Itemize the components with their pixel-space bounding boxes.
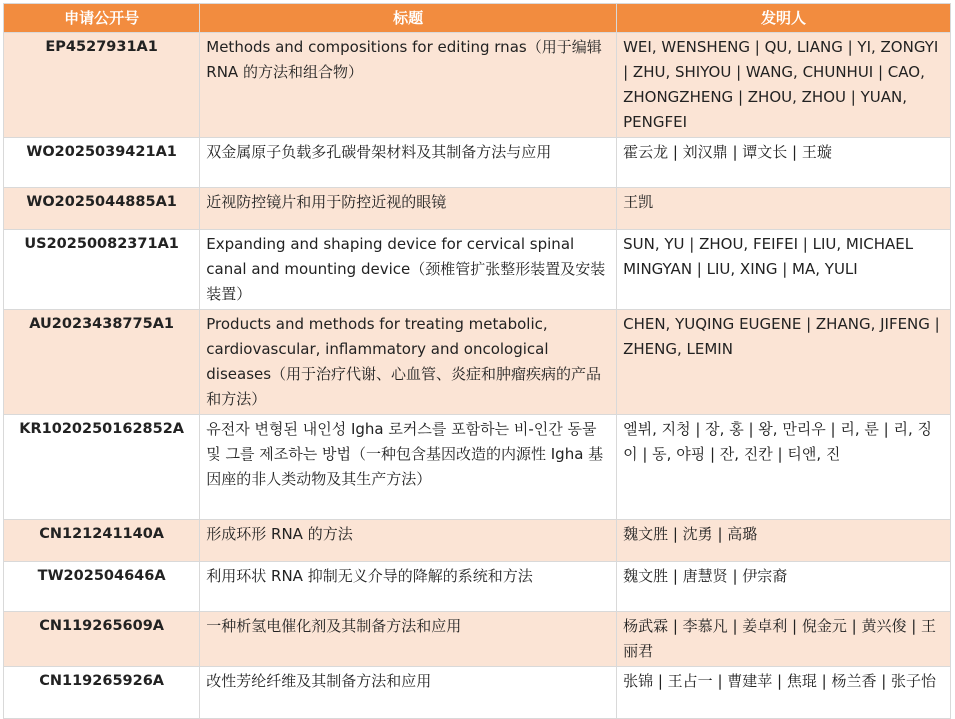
- publication-number: CN119265609A: [4, 612, 200, 667]
- patent-title-text: 유전자 변형된 내인성 Igha 로커스를 포함하는 비-인간 동물 및 그를 제조하는 방법（一种包含基因改造的内源性 Igha 基因座的非人类动物及其生产方法）: [206, 420, 604, 488]
- patent-title: [200, 520, 617, 562]
- table-row: [4, 230, 951, 310]
- inventors-text: 霍云龙 | 刘汉鼎 | 谭文长 | 王璇: [623, 143, 832, 161]
- publication-number: WO2025044885A1: [4, 188, 200, 230]
- table-row: [4, 188, 951, 230]
- patent-title: [200, 612, 617, 667]
- patent-title-text: 改性芳纶纤维及其制备方法和应用: [206, 672, 432, 690]
- patent-title: [200, 310, 617, 415]
- table-row: [4, 562, 951, 612]
- patent-title-text: Methods and compositions for editing rnas（用于编辑 RNA 的方法和组合物）: [206, 38, 602, 81]
- inventors-text: 王凯: [623, 193, 654, 211]
- table-row: [4, 415, 951, 520]
- patent-title: [200, 188, 617, 230]
- patent-title: [200, 230, 617, 310]
- patent-title: [200, 415, 617, 520]
- patent-title-text: Products and methods for treating metabolic, cardiovascular, inflammatory and oncological diseases（用于治疗代谢、心血管、炎症和肿瘤疾病的产品和方法）: [206, 315, 602, 408]
- inventors-text: WEI, WENSHENG | QU, LIANG | YI, ZONGYI | ZHU, SHIYOU | WANG, CHUNHUI | CAO, ZHONGZHENG | ZHOU, ZHOU | YUAN, PENGFEI: [623, 38, 939, 131]
- table-row: [4, 138, 951, 188]
- publication-number: AU2023438775A1: [4, 310, 200, 415]
- table-row: [4, 310, 951, 415]
- patent-title-text: 形成环形 RNA 的方法: [206, 525, 353, 543]
- header-title: 标题: [200, 4, 617, 33]
- inventors: [617, 612, 951, 667]
- patent-title: [200, 138, 617, 188]
- inventors-text: 엘뷔, 지청 | 장, 홍 | 왕, 만리우 | 리, 룬 | 리, 징이 | 동, 야핑 | 잔, 진칸 | 티앤, 진: [623, 420, 932, 463]
- inventors-text: 张锦 | 王占一 | 曹建苹 | 焦琨 | 杨兰香 | 张子怡: [623, 672, 937, 690]
- publication-number: KR1020250162852A: [4, 415, 200, 520]
- inventors: [617, 310, 951, 415]
- table-header: [4, 4, 951, 33]
- patent-title-text: Expanding and shaping device for cervical spinal canal and mounting device（颈椎管扩张整形装置及安装装置）: [206, 235, 606, 303]
- inventors: [617, 138, 951, 188]
- patent-title: [200, 33, 617, 138]
- patent-title-text: 双金属原子负载多孔碳骨架材料及其制备方法与应用: [206, 143, 552, 161]
- patent-table: [3, 3, 951, 719]
- publication-number: CN119265926A: [4, 667, 200, 719]
- publication-number: TW202504646A: [4, 562, 200, 612]
- patent-title-text: 近视防控镜片和用于防控近视的眼镜: [206, 193, 447, 211]
- inventors-text: 魏文胜 | 沈勇 | 高璐: [623, 525, 758, 543]
- table-row: [4, 612, 951, 667]
- publication-number: CN121241140A: [4, 520, 200, 562]
- patent-title: [200, 562, 617, 612]
- inventors: [617, 562, 951, 612]
- table-body: [4, 33, 951, 719]
- inventors-text: CHEN, YUQING EUGENE | ZHANG, JIFENG | ZHENG, LEMIN: [623, 315, 940, 358]
- inventors-text: 魏文胜 | 唐慧贤 | 伊宗裔: [623, 567, 788, 585]
- publication-number: EP4527931A1: [4, 33, 200, 138]
- patent-title-text: 一种析氢电催化剂及其制备方法和应用: [206, 617, 462, 635]
- inventors-text: 杨武霖 | 李慕凡 | 姜卓利 | 倪金元 | 黄兴俊 | 王丽君: [623, 617, 937, 660]
- inventors: [617, 520, 951, 562]
- publication-number: US20250082371A1: [4, 230, 200, 310]
- publication-number: WO2025039421A1: [4, 138, 200, 188]
- table-row: [4, 520, 951, 562]
- inventors-text: SUN, YU | ZHOU, FEIFEI | LIU, MICHAEL MINGYAN | LIU, XING | MA, YULI: [623, 235, 914, 278]
- patent-title-text: 利用环状 RNA 抑制无义介导的降解的系统和方法: [206, 567, 533, 585]
- inventors: [617, 230, 951, 310]
- header-inventors: 发明人: [617, 4, 951, 33]
- header-publication-number: 申请公开号: [4, 4, 200, 33]
- header-row: [4, 4, 951, 33]
- inventors: [617, 667, 951, 719]
- table-row: [4, 667, 951, 719]
- inventors: [617, 188, 951, 230]
- inventors: [617, 415, 951, 520]
- patent-title: [200, 667, 617, 719]
- table-row: [4, 33, 951, 138]
- inventors: [617, 33, 951, 138]
